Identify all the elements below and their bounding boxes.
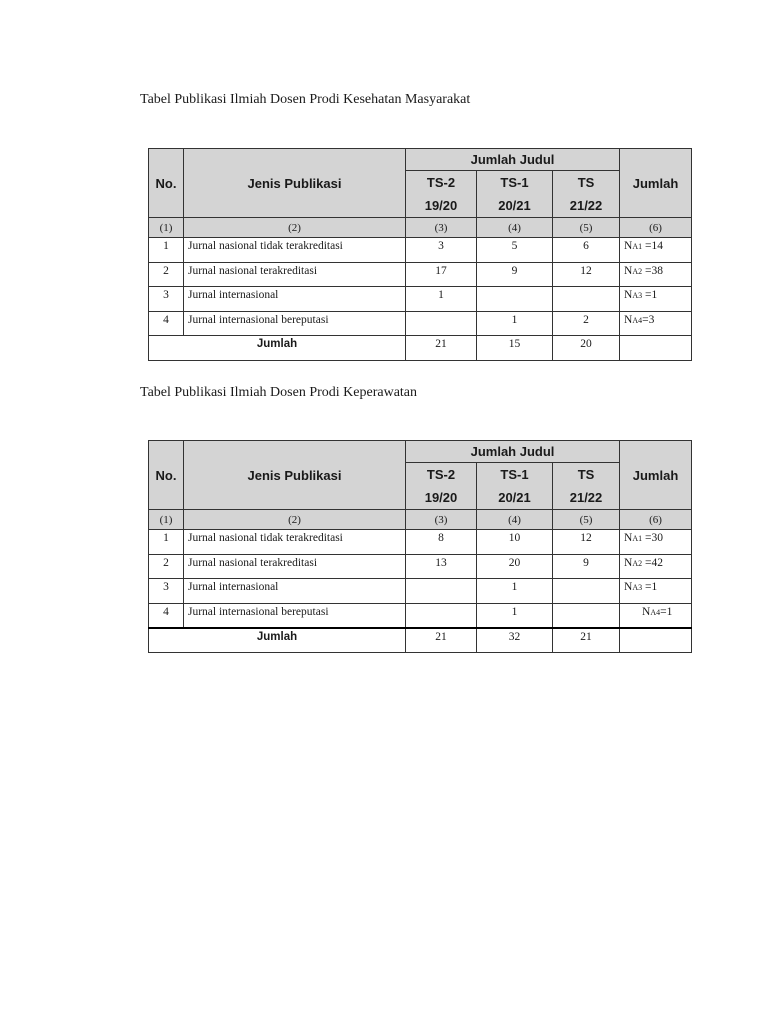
row-ts: 12 — [553, 262, 620, 287]
row-jenis: Jurnal internasional bereputasi — [184, 311, 406, 336]
row-jumlah: NA1 =30 — [620, 530, 692, 555]
row-jenis: Jurnal internasional — [184, 579, 406, 604]
row-ts2 — [406, 311, 477, 336]
header-no: No. — [149, 149, 184, 218]
total-jumlah — [620, 336, 692, 361]
table-row — [149, 311, 692, 336]
header-jumlah-judul: Jumlah Judul — [406, 149, 620, 171]
total-ts1: 15 — [477, 336, 553, 361]
row-ts2: 13 — [406, 554, 477, 579]
index-cell: (5) — [553, 510, 620, 530]
index-cell: (2) — [184, 218, 406, 238]
row-ts — [553, 287, 620, 312]
row-jumlah: NA1 =14 — [620, 238, 692, 263]
row-ts1: 9 — [477, 262, 553, 287]
publication-table-keperawatan — [148, 440, 692, 653]
total-label: Jumlah — [149, 336, 406, 361]
row-ts: 9 — [553, 554, 620, 579]
row-jenis: Jurnal nasional tidak terakreditasi — [184, 238, 406, 263]
header-ts-2: TS-2 19/20 — [406, 171, 477, 218]
row-jumlah: NA4=1 — [620, 603, 692, 628]
total-ts: 20 — [553, 336, 620, 361]
column-index-row — [149, 510, 692, 530]
row-no: 2 — [149, 262, 184, 287]
row-ts: 12 — [553, 530, 620, 555]
row-ts: 2 — [553, 311, 620, 336]
table-row — [149, 579, 692, 604]
total-jumlah — [620, 628, 692, 653]
index-cell: (2) — [184, 510, 406, 530]
row-no: 3 — [149, 579, 184, 604]
row-jenis: Jurnal nasional terakreditasi — [184, 262, 406, 287]
row-no: 4 — [149, 311, 184, 336]
header-jumlah: Jumlah — [620, 441, 692, 510]
row-ts1 — [477, 287, 553, 312]
index-cell: (5) — [553, 218, 620, 238]
index-cell: (4) — [477, 218, 553, 238]
total-ts1: 32 — [477, 628, 553, 653]
row-ts2: 3 — [406, 238, 477, 263]
row-jenis: Jurnal internasional bereputasi — [184, 603, 406, 628]
total-ts2: 21 — [406, 628, 477, 653]
header-ts-1: TS-1 20/21 — [477, 171, 553, 218]
total-label: Jumlah — [149, 628, 406, 653]
header-ts: TS 21/22 — [553, 171, 620, 218]
column-index-row — [149, 218, 692, 238]
row-ts — [553, 603, 620, 628]
row-jumlah: NA3 =1 — [620, 287, 692, 312]
row-jenis: Jurnal internasional — [184, 287, 406, 312]
row-ts: 6 — [553, 238, 620, 263]
row-no: 1 — [149, 238, 184, 263]
publication-table-kesehatan-masyarakat — [148, 148, 692, 361]
header-jumlah: Jumlah — [620, 149, 692, 218]
index-cell: (3) — [406, 510, 477, 530]
table-row — [149, 530, 692, 555]
index-cell: (6) — [620, 218, 692, 238]
row-ts1: 1 — [477, 579, 553, 604]
total-ts2: 21 — [406, 336, 477, 361]
row-ts — [553, 579, 620, 604]
table-row — [149, 603, 692, 628]
total-ts: 21 — [553, 628, 620, 653]
row-ts1: 5 — [477, 238, 553, 263]
header-ts: TS 21/22 — [553, 463, 620, 510]
header-ts-2: TS-2 19/20 — [406, 463, 477, 510]
row-ts1: 1 — [477, 603, 553, 628]
table-row — [149, 554, 692, 579]
total-row — [149, 628, 692, 653]
row-jumlah: NA3 =1 — [620, 579, 692, 604]
row-jenis: Jurnal nasional terakreditasi — [184, 554, 406, 579]
row-ts2 — [406, 603, 477, 628]
index-cell: (3) — [406, 218, 477, 238]
header-jenis-publikasi: Jenis Publikasi — [184, 441, 406, 510]
header-jenis-publikasi: Jenis Publikasi — [184, 149, 406, 218]
table-2-caption: Tabel Publikasi Ilmiah Dosen Prodi Keperawatan — [140, 385, 418, 400]
row-ts1: 20 — [477, 554, 553, 579]
header-no: No. — [149, 441, 184, 510]
row-ts2: 8 — [406, 530, 477, 555]
row-ts2: 17 — [406, 262, 477, 287]
row-no: 1 — [149, 530, 184, 555]
table-row — [149, 287, 692, 312]
index-cell: (1) — [149, 510, 184, 530]
row-ts2 — [406, 579, 477, 604]
table-row — [149, 238, 692, 263]
index-cell: (6) — [620, 510, 692, 530]
index-cell: (1) — [149, 218, 184, 238]
row-ts1: 10 — [477, 530, 553, 555]
row-jenis: Jurnal nasional tidak terakreditasi — [184, 530, 406, 555]
row-no: 2 — [149, 554, 184, 579]
index-cell: (4) — [477, 510, 553, 530]
table-row — [149, 262, 692, 287]
row-no: 4 — [149, 603, 184, 628]
row-ts2: 1 — [406, 287, 477, 312]
row-jumlah: NA2 =42 — [620, 554, 692, 579]
row-jumlah: NA4=3 — [620, 311, 692, 336]
table-1-caption: Tabel Publikasi Ilmiah Dosen Prodi Kesehatan Masyarakat — [140, 92, 471, 107]
header-jumlah-judul: Jumlah Judul — [406, 441, 620, 463]
total-row — [149, 336, 692, 361]
row-ts1: 1 — [477, 311, 553, 336]
row-jumlah: NA2 =38 — [620, 262, 692, 287]
row-no: 3 — [149, 287, 184, 312]
header-ts-1: TS-1 20/21 — [477, 463, 553, 510]
